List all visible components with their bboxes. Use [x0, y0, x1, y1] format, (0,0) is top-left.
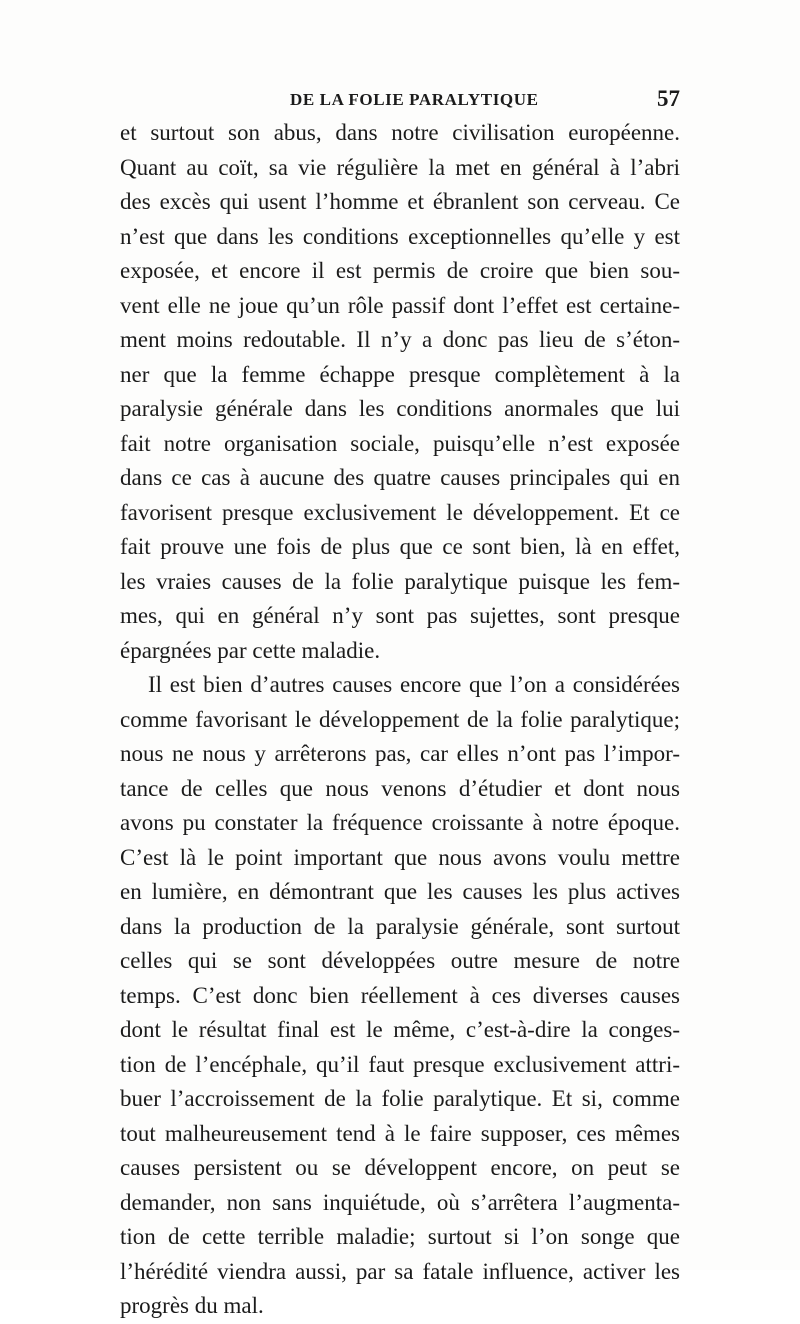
page-number: 57	[657, 86, 680, 111]
text-line: celles qui se sont développées outre mesure de notre	[120, 948, 680, 973]
text-line: comme favorisant le développement de la folie paralytique;	[120, 706, 680, 732]
text-line: tion de l’encéphale, qu’il faut presque exclusivement attri-	[120, 1051, 680, 1077]
text-line: fait prouve une fois de plus que ce sont bien, là en effet,	[120, 534, 680, 559]
text-line: C’est là le point important que nous avons voulu mettre	[120, 844, 680, 870]
text-line: dont le résultat final est le même, c’est-à-dire la conges-	[120, 1017, 680, 1042]
text-line: les vraies causes de la folie paralytique puisque les fem-	[120, 568, 680, 594]
text-line: en lumière, en démontrant que les causes les plus actives	[120, 879, 680, 904]
text-line: causes persistent ou se développent encore, on peut se	[120, 1155, 680, 1180]
text-line: vent elle ne joue qu’un rôle passif dont l’effet est certaine-	[120, 292, 680, 318]
running-header	[120, 86, 680, 116]
paragraph-end-line: épargnées par cette maladie.	[120, 637, 381, 663]
text-line: avons pu constater la fréquence croissante à notre époque.	[120, 810, 680, 835]
text-line: tout malheureusement tend à le faire supposer, ces mêmes	[120, 1120, 680, 1146]
text-line: temps. C’est donc bien réellement à ces diverses causes	[120, 982, 680, 1008]
text-line: tance de celles que nous venons d’étudier et dont nous	[120, 775, 680, 801]
text-line: paralysie générale dans les conditions anormales que lui	[120, 396, 680, 421]
text-line: n’est que dans les conditions exceptionnelles qu’elle y est	[120, 223, 680, 249]
running-title: DE LA FOLIE PARALYTIQUE	[290, 90, 539, 109]
text-line: ner que la femme échappe presque complètement à la	[120, 361, 680, 387]
text-line: et surtout son abus, dans notre civilisation européenne.	[120, 120, 680, 145]
text-line: dans la production de la paralysie générale, sont surtout	[120, 913, 680, 939]
text-line: Quant au coït, sa vie régulière la met en général à l’abri	[120, 154, 680, 180]
text-line: mes, qui en général n’y sont pas sujettes, sont presque	[120, 603, 680, 628]
text-line: demander, non sans inquiétude, où s’arrêtera l’augmenta-	[120, 1189, 680, 1215]
text-line: des excès qui usent l’homme et ébranlent son cerveau. Ce	[120, 189, 680, 214]
text-line: exposée, et encore il est permis de croire que bien sou-	[120, 258, 680, 283]
text-line: l’hérédité viendra aussi, par sa fatale influence, activer les	[120, 1258, 680, 1284]
text-line: favorisent presque exclusivement le développement. Et ce	[120, 499, 680, 525]
text-line: buer l’accroissement de la folie paralytique. Et si, comme	[120, 1086, 680, 1111]
text-line: dans ce cas à aucune des quatre causes principales qui en	[120, 465, 680, 490]
text-line: fait notre organisation sociale, puisqu’elle n’est exposée	[120, 430, 680, 456]
body-text	[120, 116, 680, 1324]
paragraph-end-line: progrès du mal.	[120, 1293, 264, 1318]
text-line: tion de cette terrible maladie; surtout si l’on songe que	[120, 1224, 680, 1249]
text-line: ment moins redoutable. Il n’y a donc pas lieu de s’éton-	[120, 327, 680, 352]
text-line: nous ne nous y arrêterons pas, car elles n’ont pas l’impor-	[120, 741, 680, 766]
paragraph-start-line: Il est bien d’autres causes encore que l’on a considérées	[148, 672, 680, 697]
